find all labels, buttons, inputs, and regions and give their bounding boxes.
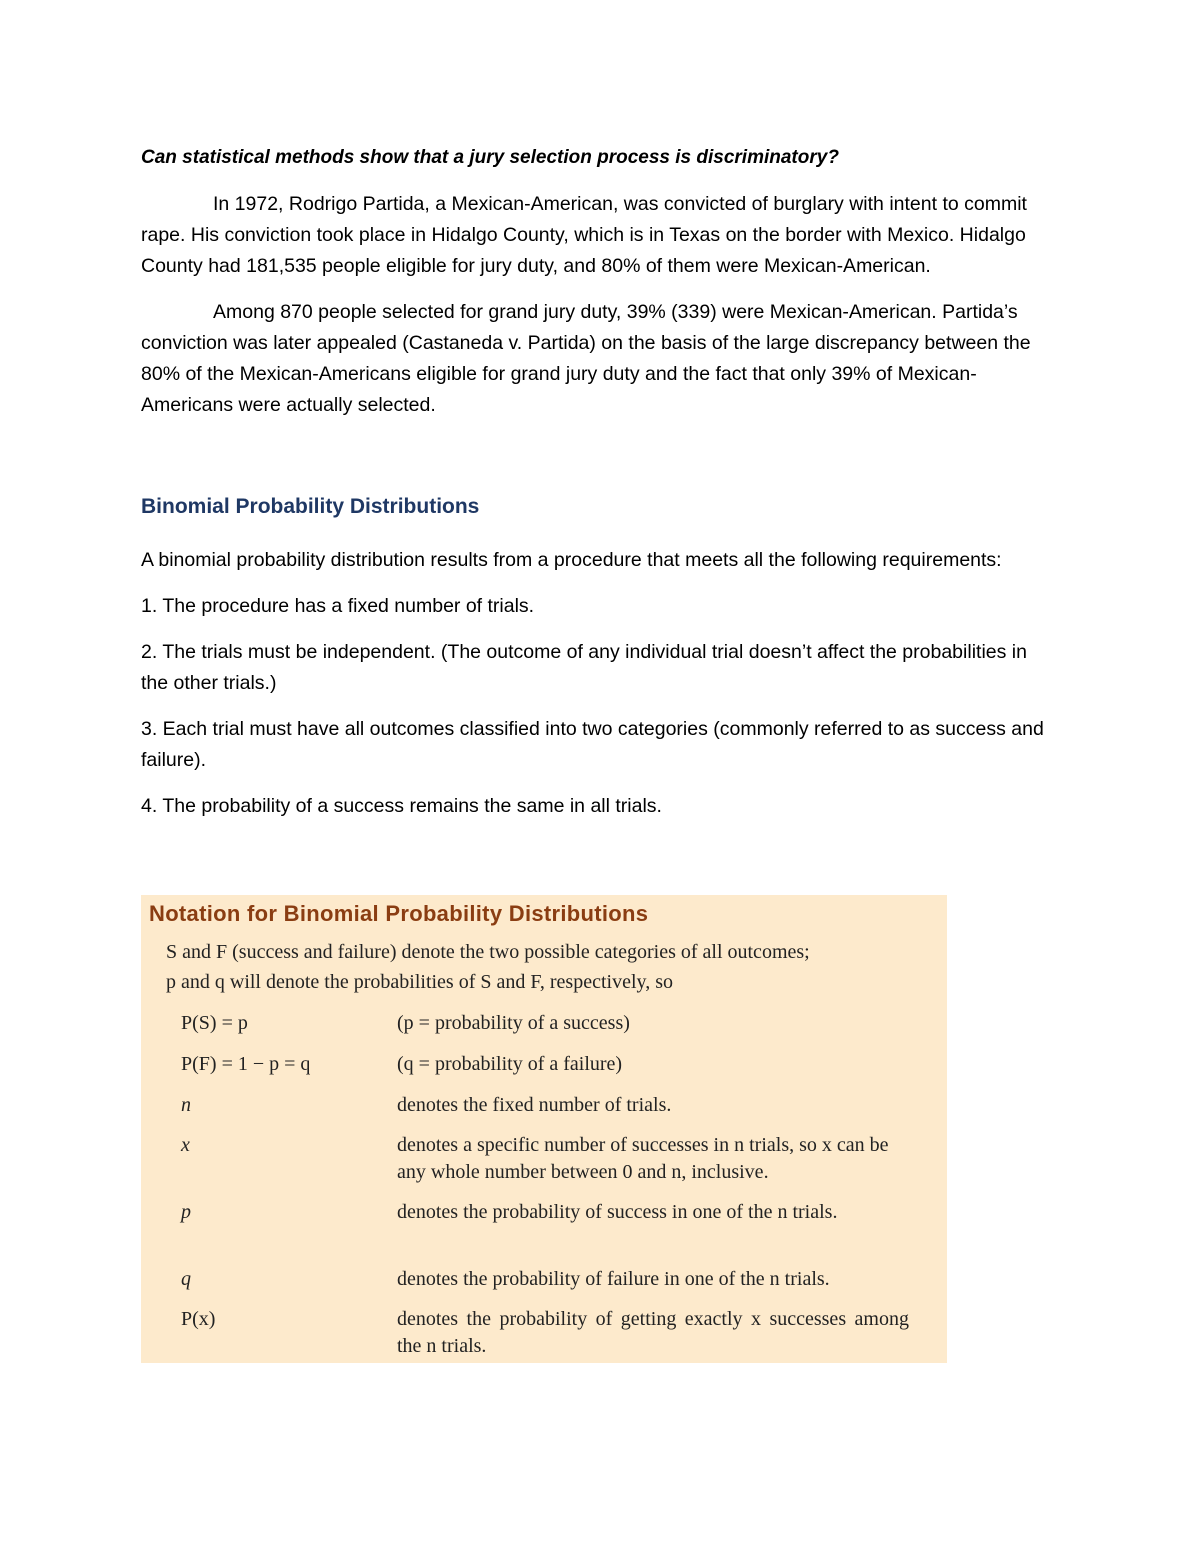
notation-symbol: q [181, 1268, 191, 1290]
notation-description: denotes a specific number of successes in n trials, so x can be any whole number between 0 and n, inclusive. [397, 1134, 889, 1183]
notation-symbol: n [181, 1094, 191, 1116]
notation-symbol: P(S) = p [181, 1012, 248, 1034]
notation-symbol: x [181, 1134, 190, 1156]
notation-box-title: Notation for Binomial Probability Distributions [149, 901, 649, 926]
notation-description: (p = probability of a success) [397, 1012, 630, 1034]
notation-description: (q = probability of a failure) [397, 1053, 623, 1075]
requirement-item: 1. The procedure has a fixed number of trials. [141, 595, 535, 617]
requirement-item: 4. The probability of a success remains the same in all trials. [141, 795, 662, 817]
notation-intro-line-1: S and F (success and failure) denote the two possible categories of all outcomes; [166, 941, 810, 963]
notation-description: denotes the fixed number of trials. [397, 1094, 672, 1116]
notation-box-intro [166, 937, 936, 997]
section-heading: Binomial Probability Distributions [141, 495, 480, 518]
notation-box [141, 895, 947, 1363]
notation-symbol: P(F) = 1 − p = q [181, 1053, 311, 1075]
notation-intro-line-2: p and q will denote the probabilities of S and F, respectively, so [166, 971, 674, 993]
requirement-item: 2. The trials must be independent. (The outcome of any individual trial doesn’t affect the probabilities in the other trials.) [141, 641, 1027, 694]
paragraph-case-background: In 1972, Rodrigo Partida, a Mexican-American, was convicted of burglary with intent to commit rape. His conviction took place in Hidalgo County, which is in Texas on the border with Mexico. Hidalgo County had 181,535 people eligible for jury duty, and 80% of them were Mexican-American. [141, 193, 1027, 277]
notation-description: denotes the probability of getting exactly x successes among the n trials. [397, 1308, 909, 1357]
notation-symbol: p [181, 1201, 191, 1223]
requirement-item: 3. Each trial must have all outcomes classified into two categories (commonly referred to as success and failure). [141, 718, 1044, 771]
section-intro: A binomial probability distribution results from a procedure that meets all the following requirements: [141, 549, 1002, 571]
notation-description: denotes the probability of failure in one of the n trials. [397, 1268, 830, 1290]
notation-symbol: P(x) [181, 1308, 216, 1330]
opening-question: Can statistical methods show that a jury selection process is discriminatory? [141, 147, 839, 168]
document-body [141, 142, 1051, 837]
notation-description: denotes the probability of success in one of the n trials. [397, 1201, 838, 1223]
paragraph-case-appeal: Among 870 people selected for grand jury duty, 39% (339) were Mexican-American. Partida’s conviction was later appealed (Castaneda v. Partida) on the basis of the large discrepancy between the 80% of the Mexican-Americans eligible for grand jury duty and the fact that only 39% of Mexican-Americans were actually selected. [141, 301, 1031, 416]
